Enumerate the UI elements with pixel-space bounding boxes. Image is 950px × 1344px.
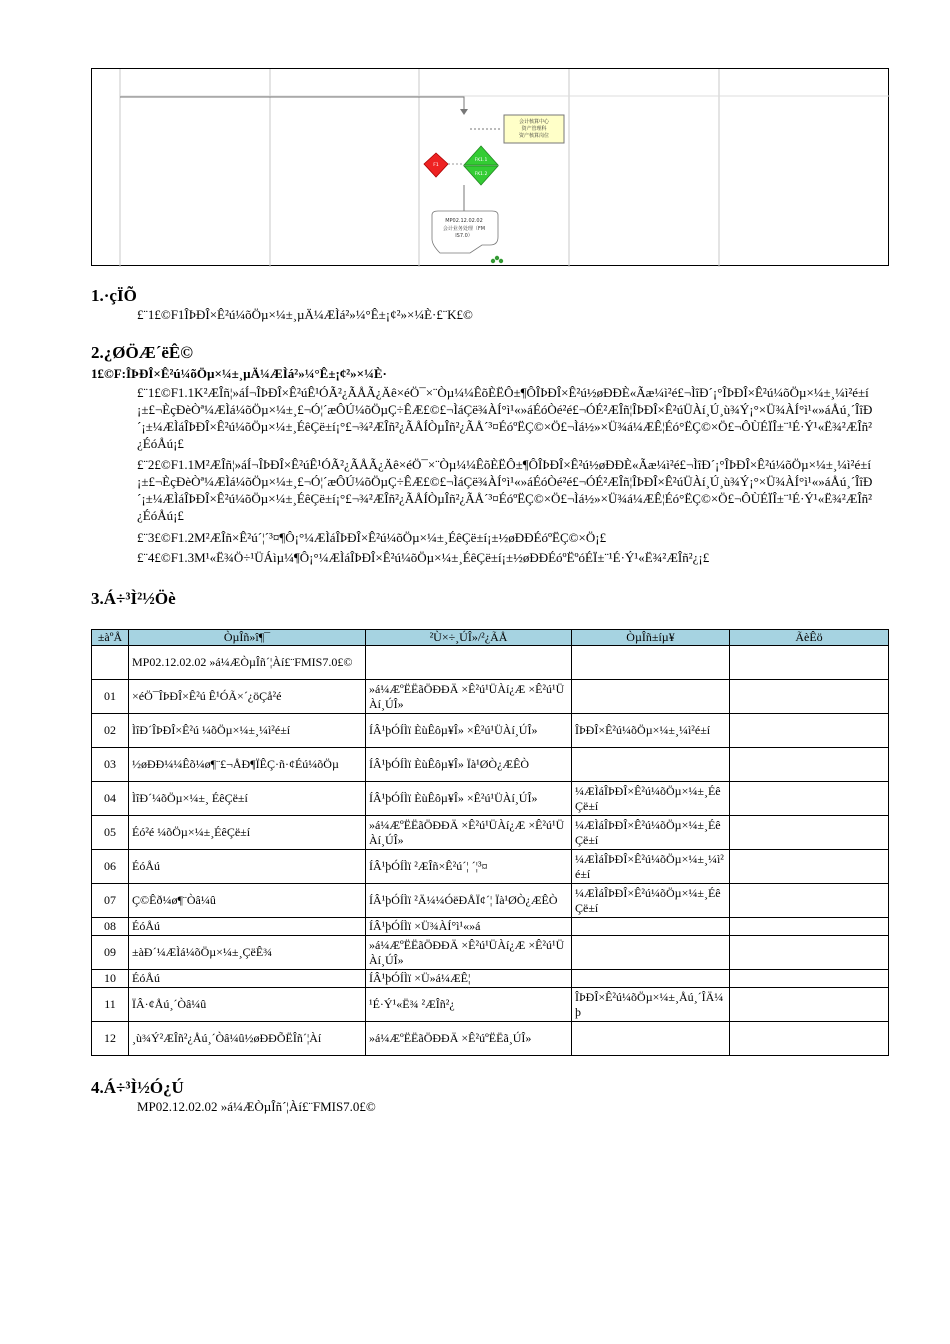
cell-description [730,936,889,970]
cell-activity: Ç©Êð¼ø¶¨Òâ¼û [129,884,366,918]
table-row [92,918,889,936]
cell-activity: ÉóÅú [129,918,366,936]
role-box-line-1: 会计核算中心 [518,119,550,125]
connector-arrow [460,109,468,115]
cell-description [730,988,889,1022]
cell-form [572,680,730,714]
table-row [92,782,889,816]
cell-form: ÎÞÐÎ×Ê²ú¼õÖµ×¼±¸¼ì²é±í [572,714,730,748]
cell-form: ¼ÆÌáÎÞÐÎ×Ê²ú¼õÖµ×¼±¸ÉêÇë±í [572,884,730,918]
table-row [92,1022,889,1056]
cell-description [730,782,889,816]
cell-description [730,680,889,714]
cell-form [572,936,730,970]
cell-activity: ÉóÅú [129,970,366,988]
cell-post: ¹É·Ý¹«Ë¾ ²ÆÎñ²¿ [366,988,572,1022]
flowchart-svg [92,69,890,267]
cell-post: »á¼ÆºËËãÖÐÐÄ ×Ê²ú¹ÜÀí¿Æ ×Ê²ú¹ÜÀí¸ÚÎ» [366,936,572,970]
cell-post: ÍÂ¹þÓÍÌï ÈùÊôµ¥Î» Ïà¹ØÒ¿ÆÊÒ [366,748,572,782]
table-header-row [92,630,889,646]
cell-post: ÍÂ¹þÓÍÌï ÈùÊôµ¥Î» ×Ê²ú¹ÜÀí¸ÚÎ» [366,782,572,816]
end-symbol-dot-3 [491,259,495,263]
role-box-line-2: 资产管理科 [521,126,547,132]
interface-doc-line-2: 会计业务处理（FM [442,226,486,232]
table-row [92,988,889,1022]
cell-number: 09 [92,936,129,970]
cell-form: ¼ÆÌáÎÞÐÎ×Ê²ú¼õÖµ×¼±¸ÉêÇë±í [572,816,730,850]
section-2-paragraph-3: £¨3£©F1.2M²ÆÎñ×Ê²ú´¦´³¤¶Ô¡°¼ÆÌáÎÞÐÎ×Ê²ú¼õÖµ×¼±¸ÉêÇë±í¡±½øÐÐÉóºËÇ©×Ö¡£ [137,530,607,545]
cell-number: 03 [92,748,129,782]
cell-post: ÍÂ¹þÓÍÌï ÈùÊôµ¥Î» ×Ê²ú¹ÜÀí¸ÚÎ» [366,714,572,748]
cell-form [572,748,730,782]
cell-activity: ÌîÐ´ÎÞÐÎ×Ê²ú ¼õÖµ×¼±¸¼ì²é±í [129,714,366,748]
table-row [92,936,889,970]
cell-description [730,1022,889,1056]
section-2-paragraph-2: £¨2£©F1.1M²ÆÎñ¦»áÍ¬ÎÞÐÎ×Ê²úÊ¹ÓÃ²¿ÃÅÃ¿Äê×éÖ¯×¨Òµ¼¼ÊõÈËÔ±¶ÔÎÞÐÎ×Ê²ú½øÐÐÈ«Ãæ¼ì²é£¬ÌîÐ´¡°ÎÞÐÎ×Ê²ú¼õÖµ×¼±¸¼ì²é±í¡±£¬ÈçÐèÒª¼ÆÌá¼õÖµ×¼±¸£¬Ó¦´æÔÚ¼õÖµÇ÷ÊÆ£©£¬ÌáÇë¾ÀÍ°ì¹«»áÉóÒé²é£¬ÓÉ²ÆÎñ¦ÎÞÐÎ×Ê²úÜÀí¸Ú¸ù¾Ý¡°×Ü¾ÀÍ°ì¹«»áÅú¸´ÎîÐ´¡±¼ÆÌáÎÞÐÎ×Ê²ú¼õÖµ×¼±¸ÉêÇë±í¡°£¬¾²ÆÎñ²¿ÃÅÍÒµÎñ²¿ÃÅ´³¤ÉóºËÇ©×Ö£¬Ìá½»×Ü¾á¼ÆÊ¦Éó°ËÇ©×Ö£¬ÔÙÉÏÎ±¨¹É·Ý¹«Ë¾²ÆÎñ²¿ÉóÅú¡£ [137,457,873,523]
end-symbol-dot-2 [499,259,503,263]
section-2-title: 2.¿ØÖÆ´ëÊ© [91,343,193,362]
cell-number [92,646,129,680]
interface-doc-line-3: IS7.0） [455,233,473,239]
cell-post: ÍÂ¹þÓÍÌï ²Ä¼¼ÓëÐÅÏ¢´¦ Ïà¹ØÒ¿ÆÊÒ [366,884,572,918]
section-4-text: MP02.12.02.02 »á¼ÆÒµÎñ´¦Àí£¨FMIS7.0£© [137,1099,376,1114]
cell-form: ¼ÆÌáÎÞÐÎ×Ê²ú¼õÖµ×¼±¸ÉêÇë±í [572,782,730,816]
header-description: ÃèÊö [730,630,889,646]
cell-number: 04 [92,782,129,816]
section-1-title: 1.·çÏÕ [91,286,137,305]
cell-description [730,970,889,988]
cell-post: ÍÂ¹þÓÍÌï ×Ü¾ÀÍ°ì¹«»á [366,918,572,936]
cell-activity: ÏÂ·¢Åú¸´Òâ¼û [129,988,366,1022]
cell-description [730,918,889,936]
cell-post: ÍÂ¹þÓÍÌï ²ÆÎñ×Ê²ú´¦ ´¦³¤ [366,850,572,884]
interface-doc-line-1: MP02.12.02.02 [445,218,483,224]
table-row [92,714,889,748]
cell-post: »á¼ÆºËËãÖÐÐÄ ×Ê²úºËËã¸ÚÎ» [366,1022,572,1056]
cell-number: 07 [92,884,129,918]
table-row [92,816,889,850]
table-row [92,850,889,884]
section-2-paragraph-4: £¨4£©F1.3M¹«Ë¾Ö÷¹ÜÁìµ¼¶Ô¡°¼ÆÌáÎÞÐÎ×Ê²ú¼õÖµ×¼±¸ÉêÇë±í¡±½øÐÐÉóºËºóÉÏ±¨¹É·Ý¹«Ë¾²ÆÎñ²¿¡£ [137,550,710,565]
cell-description [730,816,889,850]
cell-activity: ±àÐ´¼ÆÌá¼õÖµ×¼±¸ÇëÊ¾ [129,936,366,970]
cell-number: 10 [92,970,129,988]
cell-description [730,850,889,884]
cell-form [572,1022,730,1056]
cell-number: 08 [92,918,129,936]
control-fk1-label: FK1.1 [474,158,488,163]
cell-activity: ×éÖ¯ÎÞÐÎ×Ê²ú Ê¹ÓÃ×´¿öÇå²é [129,680,366,714]
cell-post: »á¼ÆºËËãÖÐÐÄ ×Ê²ú¹ÜÀí¿Æ ×Ê²ú¹ÜÀí¸ÚÎ» [366,816,572,850]
table-row [92,884,889,918]
connector-line [120,97,464,111]
role-box-line-3: 资产核算岗位 [518,133,550,139]
cell-number: 12 [92,1022,129,1056]
cell-activity: MP02.12.02.02 »á¼ÆÒµÎñ´¦Àí£¨FMIS7.0£© [129,646,366,680]
cell-number: 02 [92,714,129,748]
cell-post [366,646,572,680]
process-steps-table [91,629,889,1056]
cell-post: ÍÂ¹þÓÍÌï ×Ü»á¼ÆÊ¦ [366,970,572,988]
risk-diamond-label: F1 [433,163,439,168]
cell-form: ¼ÆÌáÎÞÐÎ×Ê²ú¼õÖµ×¼±¸¼ì²é±í [572,850,730,884]
cell-activity: ¸ù¾Ý²ÆÎñ²¿Åú¸´Òâ¼û½øÐÐÕËÎñ´¦Àí [129,1022,366,1056]
table-row [92,646,889,680]
section-2-paragraph-1: £¨1£©F1.1K²ÆÎñ¦»áÍ¬ÎÞÐÎ×Ê²úÊ¹ÓÃ²¿ÃÅÃ¿Äê×éÖ¯×¨Òµ¼¼ÊõÈËÔ±¶ÔÎÞÐÎ×Ê²ú½øÐÐÈ«Ãæ¼ì²é£¬ÌîÐ´¡°ÎÞÐÎ×Ê²ú¼õÖµ×¼±¸¼ì²é±í¡±£¬ÈçÐèÒª¼ÆÌá¼õÖµ×¼±¸£¬Ó¦´æÔÚ¼õÖµÇ÷ÊÆ£©£¬ÌáÇë¾ÀÍ°ì¹«»áÉóÒé²é£¬ÓÉ²ÆÎñ¦ÎÞÐÎ×Ê²úÜÀí¸Ú¸ù¾Ý¡°×Ü¾ÀÍ°ì¹«»áÅú¸´ÎîÐ´¡±¼ÆÌáÎÞÐÎ×Ê²ú¼õÖµ×¼±¸ÉêÇë±í¡°£¬¾²ÆÎñ²¿ÃÅÍÒµÎñ²¿ÃÅ´³¤ÉóºËÇ©×Ö£¬Ìá½»×Ü¾á¼ÆÊ¦Éó°ËÇ©×Ö£¬ÔÙÉÏÎ±¨¹É·Ý¹«Ë¾²ÆÎñ²¿ÉóÅú¡£ [137,385,873,451]
cell-activity: Éó²é ¼õÖµ×¼±¸ÉêÇë±í [129,816,366,850]
section-4-title: 4.Á÷³Ì½Ó¿Ú [91,1078,184,1097]
header-activity: ÒµÎñ»î¶¯ [129,630,366,646]
cell-activity: ÌîÐ´¼õÖµ×¼±¸ ÉêÇë±í [129,782,366,816]
cell-number: 01 [92,680,129,714]
cell-description [730,748,889,782]
cell-number: 05 [92,816,129,850]
cell-description [730,646,889,680]
cell-number: 06 [92,850,129,884]
cell-form: ÎÞÐÎ×Ê²ú¼õÖµ×¼±¸Åú¸´ÎÄ¼þ [572,988,730,1022]
header-form: ÒµÎñ±íµ¥ [572,630,730,646]
table-row [92,748,889,782]
flowchart-image [91,68,889,266]
control-fk2-label: FK1.2 [474,172,488,177]
cell-form [572,918,730,936]
section-2-subtitle: 1£©F:ÎÞÐÎ×Ê²ú¼õÖµ×¼±¸µÄ¼ÆÌá²»¼°Ê±¡¢²»×¼È· [91,366,387,381]
cell-description [730,714,889,748]
cell-number: 11 [92,988,129,1022]
header-post: ²Ù×÷¸ÚÎ»/²¿ÃÅ [366,630,572,646]
cell-post: »á¼ÆºËËãÖÐÐÄ ×Ê²ú¹ÜÀí¿Æ ×Ê²ú¹ÜÀí¸ÚÎ» [366,680,572,714]
end-symbol-dot-1 [495,256,499,260]
table-row [92,970,889,988]
cell-activity: ÉóÅú [129,850,366,884]
section-1-text: £¨1£©F1ÎÞÐÎ×Ê²ú¼õÖµ×¼±¸µÄ¼ÆÌá²»¼°Ê±¡¢²»×¼È·£¨K£© [137,307,473,322]
cell-activity: ½øÐÐ¼¼Êõ¼ø¶¨£¬ÅÐ¶ÏÊÇ·ñ·¢Éú¼õÖµ [129,748,366,782]
cell-form [572,970,730,988]
cell-description [730,884,889,918]
table-row [92,680,889,714]
cell-form [572,646,730,680]
header-number: ±àºÅ [92,630,129,646]
section-3-title: 3.Á÷³Ì²½Öè [91,589,176,608]
